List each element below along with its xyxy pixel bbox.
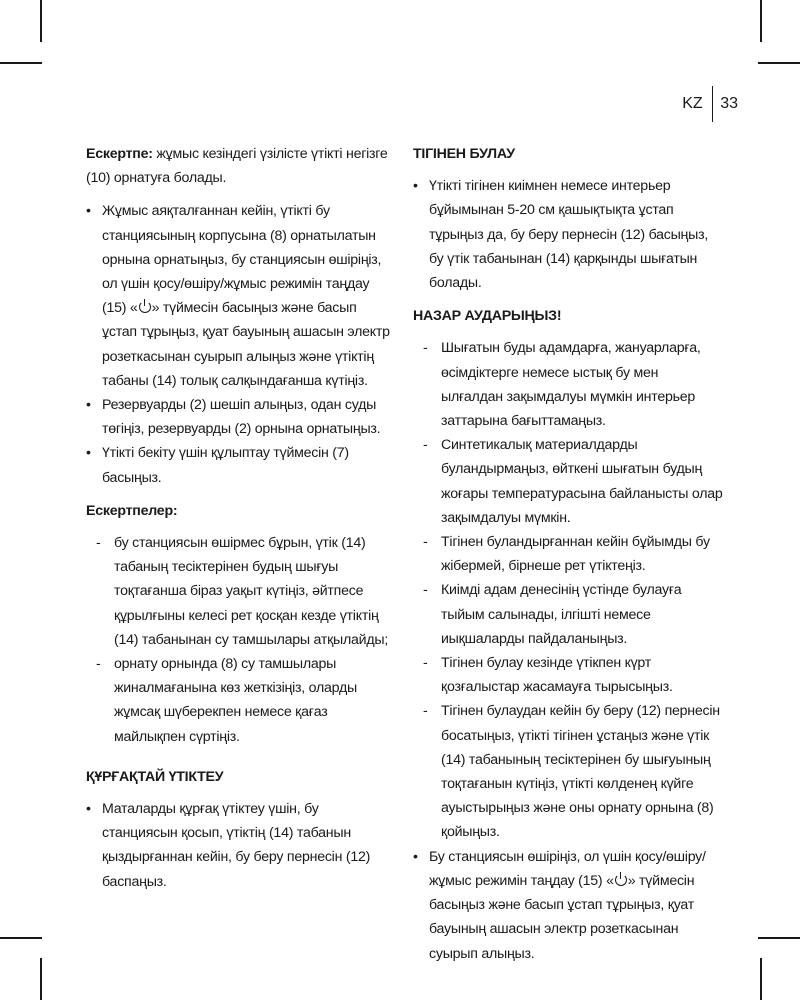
- list-item: - Шығатын буды адамдарға, жануарларға, өсімдіктерге немесе ыстық бу мен ылғалдан зақымдалуы мүмкін интерьер заттарына бағыттамаңыз.: [423, 336, 723, 433]
- list-item: - Синтетикалық материалдарды буландырмаңыз, өйткені шығатын будың жоғары температурасына байланысты олар зақымдалуы мүмкін.: [423, 433, 723, 530]
- crop-mark: [760, 0, 762, 42]
- crop-mark: [758, 62, 800, 64]
- crop-mark: [758, 937, 800, 939]
- instruction-list: [413, 174, 723, 295]
- note-text: жұмыс кезіндегі үзілісте үтікті негізге (10) орнатуға болады.: [86, 146, 388, 187]
- language-code: KZ: [682, 95, 703, 112]
- note-paragraph: [86, 142, 394, 190]
- page-header: [682, 88, 738, 120]
- instruction-list: [86, 797, 394, 894]
- instruction-list: [86, 199, 394, 489]
- warning-list: [413, 336, 723, 844]
- crop-mark: [40, 958, 42, 1000]
- list-item: • Резервуарды (2) шешіп алыңыз, одан суды төгіңіз, резервуарды (2) орнына орнатыңыз.: [86, 393, 394, 441]
- notes-label: Ескертпелер:: [86, 502, 178, 519]
- instruction-list: [413, 845, 723, 966]
- list-item: • Үтікті бекіту үшін құлыптау түймесін (7) басыңыз.: [86, 441, 394, 489]
- power-icon: [139, 301, 151, 313]
- note-label: Ескертпе:: [86, 146, 153, 162]
- page-number: 33: [720, 95, 738, 112]
- list-item: - Киімді адам денесінің үстінде булауға тыйым салынады, ілгішті немесе иықшаларды пайдаланыңыз.: [423, 578, 723, 651]
- crop-mark: [0, 62, 42, 64]
- list-item: - Тігінен булау кезінде үтікпен күрт қозғалыстар жасамауға тырысыңыз.: [423, 651, 723, 699]
- list-item: - Тігінен буландырғаннан кейін бұйымды бу жібермей, бірнеше рет үтіктеңіз.: [423, 530, 723, 578]
- crop-mark: [0, 937, 42, 939]
- list-item: - Тігінен булаудан кейін бу беру (12) пернесін босатыңыз, үтікті тігінен ұстаңыз және үтік (14) табанының тесіктерінен бу шығуының тоқтағанын күтіңіз, үтікті көлденең күйге ауыстырыңыз және оны орнату орнына (8) қойыңыз.: [423, 699, 723, 844]
- list-item: - орнату орнында (8) су тамшылары жиналмағанына көз жеткізіңіз, оларды жұмсақ шүберекпен немесе қағаз майлықпен сүртіңіз.: [96, 652, 394, 749]
- notes-list: [86, 531, 394, 749]
- crop-mark: [760, 958, 762, 1000]
- section-heading-attention: НАЗАР АУДАРЫҢЫЗ!: [413, 308, 562, 325]
- list-item: • Үтікті тігінен киімнен немесе интерьер бұйымынан 5-20 см қашықтықта ұстап тұрыңыз да, бу беру пернесін (12) басыңыз, бу үтік табанынан (14) қарқынды шығатын болады.: [413, 174, 723, 295]
- crop-mark: [40, 0, 42, 42]
- list-item: • Маталарды құрғақ үтіктеу үшін, бу станциясын қосып, үтіктің (14) табанын қыздырғаннан кейін, бу беру пернесін (12) баспаңыз.: [86, 797, 394, 894]
- section-heading-dry-ironing: ҚҰРҒАҚТАЙ ҮТІКТЕУ: [86, 768, 224, 785]
- list-item: • Бу станциясын өшіріңіз, ол үшін қосу/өшіру/жұмыс режимін таңдау (15) « » түймесін басыңыз және басып ұстап тұрыңыз, қуат бауының ашасын электр розеткасынан суырып алыңыз.: [413, 845, 723, 966]
- section-heading-vertical-steam: ТІГІНЕН БУЛАУ: [413, 146, 515, 162]
- list-item: - бу станциясын өшірмес бұрын, үтік (14) табаның тесіктерінен будың шығуы тоқтағанша біраз уақыт күтіңіз, әйтпесе құрылғыны келесі рет қосқан кезде үтіктің (14) табанынан су тамшылары атқылайды;: [96, 531, 394, 652]
- power-icon: [615, 874, 627, 886]
- list-item: • Жұмыс аяқталғаннан кейін, үтікті бу станциясының корпусына (8) орнатылатын орнына орнатыңыз, бу станциясын өшіріңіз, ол үшін қосу/өшіру/жұмыс режимін таңдау (15) « » түймесін басыңыз және басып ұстап тұрыңыз, қуат бауының ашасын электр розеткасынан суырып алыңыз және үтіктің табаны (14) толық салқындағанша күтіңіз.: [86, 199, 394, 393]
- right-column: [413, 142, 723, 975]
- left-column: [86, 142, 394, 903]
